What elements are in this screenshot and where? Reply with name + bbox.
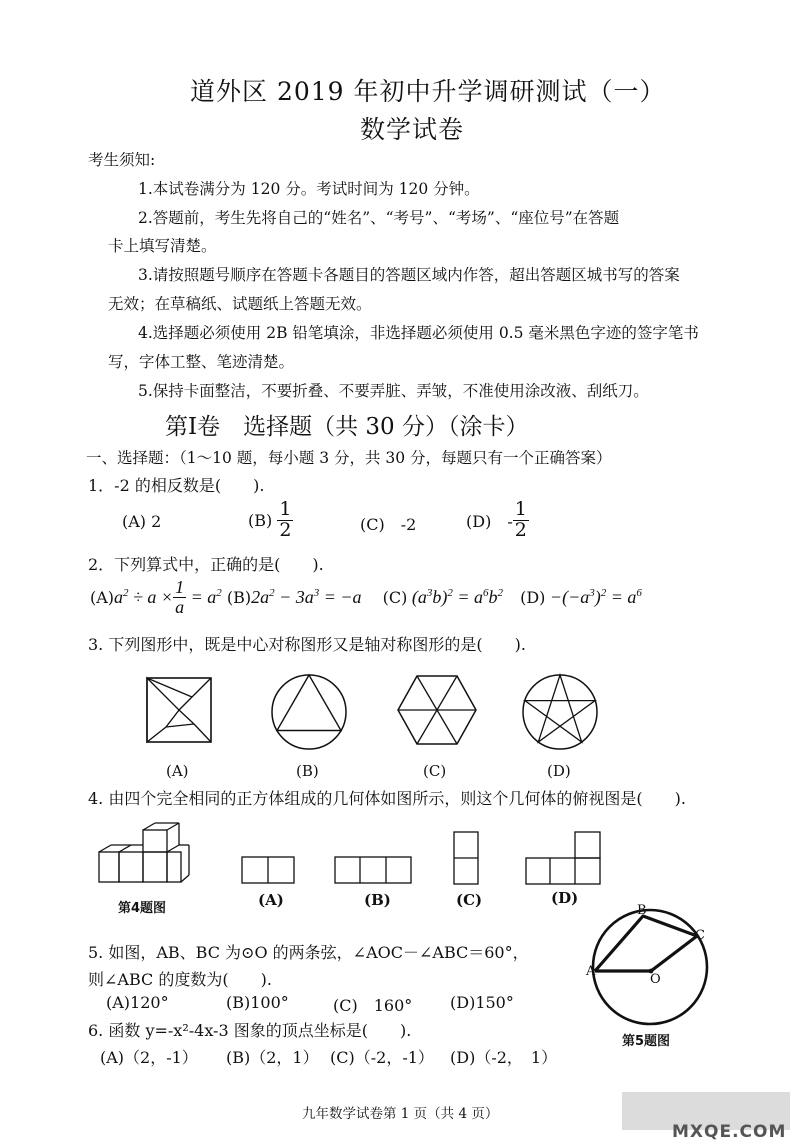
q5-option-b: (B)100°	[226, 993, 289, 1012]
q4-stem: 4. 由四个完全相同的正方体组成的几何体如图所示，则这个几何体的俯视图是( ).	[88, 789, 686, 808]
q1-stem: 1．-2 的相反数是( ).	[88, 476, 265, 495]
notice-item: 卡上填写清楚。	[108, 237, 217, 255]
q4-figure-caption: 第4题图	[118, 901, 167, 916]
page-title: 道外区 2019 年初中升学调研测试（一）	[190, 77, 666, 106]
q4-figure-a	[241, 856, 295, 884]
notice-item: 无效；在草稿纸、试题纸上答题无效。	[108, 295, 372, 313]
q6-stem: 6. 函数 y=-x²-4x-3 图象的顶点坐标是( ).	[88, 1021, 412, 1040]
q1-option-a: (A) 2	[122, 512, 162, 531]
q3-figure-a	[146, 677, 212, 743]
q5-option-a: (A)120°	[106, 993, 169, 1012]
notice-item: 1.本试卷满分为 120 分。考试时间为 120 分钟。	[138, 180, 480, 198]
page-subtitle: 数学试卷	[360, 115, 465, 144]
page-footer: 九年数学试卷第 1 页（共 4 页）	[302, 1106, 499, 1122]
q3-figure-c	[397, 675, 477, 745]
q1-option-c: (C) -2	[360, 515, 417, 534]
q2-options: $(A)a^2 \div a$ × $\frac{1}{a}$ = $a^2$ $(B)2a^2 - 3a^3 = -a$ (C) $(a^3b)^2 = a^6b^2$ $(D) -(-a^3)^2 = a^6$	[90, 577, 642, 617]
q3-label-d: (D)	[547, 762, 571, 780]
q4-label-a: (A)	[258, 891, 284, 909]
q5-point-b: B	[637, 903, 647, 918]
q5-stem-line1: 5. 如图，AB、BC 为⊙O 的两条弦，∠AOC－∠ABC＝60°，	[88, 943, 529, 962]
q5-circle-figure	[585, 903, 715, 1028]
q3-figure-b	[270, 673, 348, 751]
q2-stem: 2．下列算式中，正确的是( ).	[88, 555, 324, 574]
notice-item: 5.保持卡面整洁，不要折叠、不要弄脏、弄皱，不准使用涂改液、刮纸刀。	[138, 382, 649, 400]
notice-heading: 考生须知:	[88, 151, 156, 169]
notice-item: 写，字体工整、笔迹清楚。	[108, 353, 295, 371]
q5-point-c: C	[695, 928, 705, 943]
q5-option-d: (D)150°	[450, 993, 514, 1012]
q3-label-c: (C)	[423, 762, 447, 780]
q4-label-d: (D)	[551, 889, 579, 907]
q1-option-d: (D) - $\frac{1}{2}$	[466, 498, 527, 541]
q6-option-b: (B)（2，1）	[226, 1048, 319, 1067]
q6-option-a: (A)（2，-1）	[100, 1048, 198, 1067]
q1-option-b: (B) $\frac{1}{2}$	[248, 498, 292, 541]
q4-figure-d	[525, 831, 601, 885]
notice-item: 2.答题前，考生先将自己的“姓名”、“考号”、“考场”、“座位号”在答题	[138, 209, 620, 227]
q5-option-c: (C) 160°	[333, 996, 413, 1015]
q3-figure-d	[521, 673, 599, 751]
q3-label-b: (B)	[296, 762, 319, 780]
q2-formula-b: $2a^2 - 3a^3 = -a$	[251, 586, 362, 607]
notice-item: 3.请按照题号顺序在答题卡各题目的答题区域内作答，超出答题区城书写的答案	[138, 266, 680, 284]
q6-option-d: (D)（-2， 1）	[450, 1048, 558, 1067]
q4-label-c: (C)	[456, 891, 483, 909]
q5-figure-caption: 第5题图	[622, 1034, 671, 1049]
section-instruction: 一、选择题：（1～10 题，每小题 3 分，共 30 分，每题只有一个正确答案）	[86, 449, 612, 467]
q3-label-a: (A)	[166, 762, 189, 780]
q4-solid-figure	[98, 822, 190, 884]
q3-stem: 3. 下列图形中，既是中心对称图形又是轴对称图形的是( ).	[88, 635, 526, 654]
q4-figure-c	[453, 831, 479, 885]
section-title: 第Ⅰ卷 选择题（共 30 分）（涂卡）	[165, 414, 529, 440]
q2-formula-c: $(a^3b)^2 = a^6b^2$	[407, 586, 504, 607]
q4-label-b: (B)	[364, 891, 391, 909]
q6-option-c: (C)（-2，-1）	[330, 1048, 434, 1067]
notice-item: 4.选择题必须使用 2B 铅笔填涂，非选择题必须使用 0.5 毫米黑色字迹的签字笔书	[138, 324, 699, 342]
q5-point-o: O	[650, 972, 661, 987]
watermark-text: MXQE.COM	[672, 1122, 787, 1142]
q2-formula-d: $-(-a^3)^2 = a^6$	[545, 586, 642, 607]
q5-point-a: A	[586, 964, 596, 979]
q5-stem-line2: 则∠ABC 的度数为( ).	[88, 970, 272, 989]
q2-formula-a: $a^2 \div a$ ×	[114, 586, 174, 607]
q4-figure-b	[334, 856, 412, 884]
